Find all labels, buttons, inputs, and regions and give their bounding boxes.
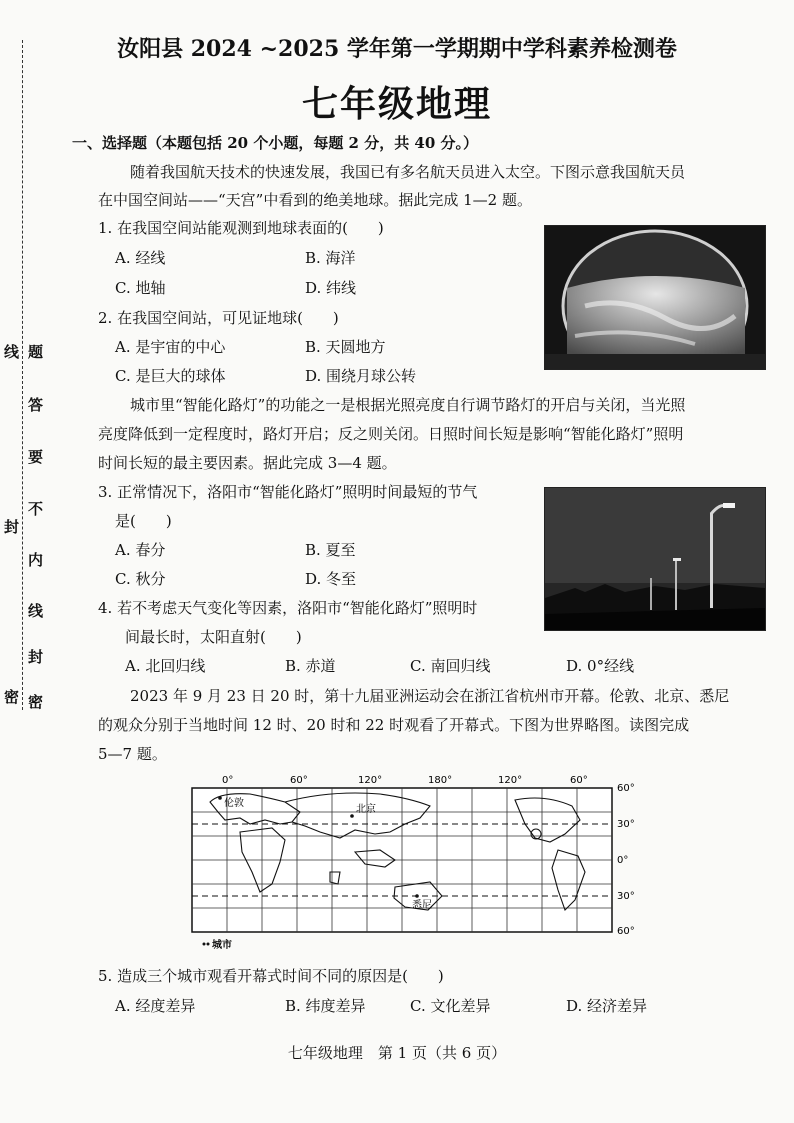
question-stem-cont: 是( ) bbox=[115, 512, 172, 530]
option: D. 0°经线 bbox=[566, 657, 635, 675]
option: D. 围绕月球公转 bbox=[305, 367, 417, 385]
earth-from-space-photo bbox=[544, 225, 766, 370]
map-top-label: 60° bbox=[570, 775, 588, 786]
option: C. 是巨大的球体 bbox=[115, 367, 226, 385]
option: C. 文化差异 bbox=[410, 997, 491, 1015]
binding-char: 密 bbox=[4, 688, 20, 706]
question-stem: 4. 若不考虑天气变化等因素，洛阳市“智能化路灯”照明时 bbox=[98, 599, 478, 617]
option: A. 春分 bbox=[115, 541, 166, 559]
option: D. 纬线 bbox=[305, 279, 357, 297]
passage-line: 时间长短的最主要因素。据此完成 3—4 题。 bbox=[98, 454, 397, 472]
map-top-label: 0° bbox=[222, 775, 234, 786]
option: D. 冬至 bbox=[305, 570, 357, 588]
map-right-label: 30° bbox=[617, 891, 635, 902]
binding-char: 题 bbox=[28, 343, 44, 361]
option: B. 夏至 bbox=[305, 541, 356, 559]
world-map bbox=[180, 772, 640, 957]
option: C. 秋分 bbox=[115, 570, 166, 588]
question-stem: 2. 在我国空间站，可见证地球( ) bbox=[98, 309, 339, 327]
binding-char: 线 bbox=[28, 602, 44, 620]
passage-line: 在中国空间站——“天宫”中看到的绝美地球。据此完成 1—2 题。 bbox=[98, 191, 532, 209]
passage-line: 2023 年 9 月 23 日 20 时，第十九届亚洲运动会在浙江省杭州市开幕。伦敦、北京、悉尼 bbox=[130, 687, 730, 705]
option: B. 纬度差异 bbox=[285, 997, 366, 1015]
option: B. 赤道 bbox=[285, 657, 336, 675]
option: B. 海洋 bbox=[305, 249, 356, 267]
option: C. 南回归线 bbox=[410, 657, 491, 675]
binding-char: 密 bbox=[28, 693, 44, 711]
map-right-label: 60° bbox=[617, 783, 635, 794]
passage-line: 城市里“智能化路灯”的功能之一是根据光照亮度自行调节路灯的开启与关闭，当光照 bbox=[130, 396, 686, 414]
passage-line: 亮度降低到一定程度时，路灯开启；反之则关闭。日照时间长短是影响“智能化路灯”照明 bbox=[98, 425, 684, 443]
map-top-label: 120° bbox=[498, 775, 523, 786]
question-stem: 1. 在我国空间站能观测到地球表面的( ) bbox=[98, 219, 384, 237]
map-city-label: 北京 bbox=[356, 804, 376, 815]
binding-margin bbox=[0, 0, 60, 1123]
map-right-label: 60° bbox=[617, 926, 635, 937]
street-lamp-photo bbox=[544, 487, 766, 631]
subject-title: 七年级地理 bbox=[301, 83, 492, 125]
option: A. 北回归线 bbox=[125, 657, 206, 675]
section-heading: 一、选择题（本题包括 20 个小题，每题 2 分，共 40 分。） bbox=[72, 134, 479, 152]
option: A. 经线 bbox=[115, 249, 166, 267]
passage-line: 的观众分别于当地时间 12 时、20 时和 22 时观看了开幕式。下图为世界略图。读图完成 bbox=[98, 716, 690, 734]
exam-title: 汝阳县 2024 ~2025 学年第一学期期中学科素养检测卷 bbox=[117, 36, 677, 62]
option: B. 天圆地方 bbox=[305, 338, 386, 356]
map-city-label: 伦敦 bbox=[224, 798, 244, 809]
question-stem: 3. 正常情况下，洛阳市“智能化路灯”照明时间最短的节气 bbox=[98, 483, 478, 501]
option: C. 地轴 bbox=[115, 279, 166, 297]
binding-char: 不 bbox=[28, 500, 44, 518]
map-top-label: 180° bbox=[428, 775, 453, 786]
map-right-label: 0° bbox=[617, 855, 629, 866]
map-right-label: 30° bbox=[617, 819, 635, 830]
option: D. 经济差异 bbox=[566, 997, 648, 1015]
option: A. 是宇宙的中心 bbox=[115, 338, 226, 356]
passage-line: 5—7 题。 bbox=[98, 745, 167, 763]
map-top-label: 60° bbox=[290, 775, 308, 786]
binding-char: 封 bbox=[28, 648, 44, 666]
binding-char: 封 bbox=[4, 518, 20, 536]
question-stem: 5. 造成三个城市观看开幕式时间不同的原因是( ) bbox=[98, 967, 444, 985]
map-legend: 城市 bbox=[212, 940, 232, 951]
passage-line: 随着我国航天技术的快速发展，我国已有多名航天员进入太空。下图示意我国航天员 bbox=[130, 163, 686, 181]
binding-char: 答 bbox=[28, 396, 44, 414]
question-stem-cont: 间最长时，太阳直射( ) bbox=[125, 628, 302, 646]
page-footer: 七年级地理 第 1 页（共 6 页） bbox=[287, 1044, 507, 1062]
binding-char: 要 bbox=[28, 448, 44, 466]
map-top-label: 120° bbox=[358, 775, 383, 786]
option: A. 经度差异 bbox=[115, 997, 196, 1015]
binding-char: 线 bbox=[4, 343, 20, 361]
binding-char: 内 bbox=[28, 551, 44, 569]
binding-dashed-line bbox=[22, 40, 23, 710]
map-city-label: 悉尼 bbox=[412, 900, 432, 911]
